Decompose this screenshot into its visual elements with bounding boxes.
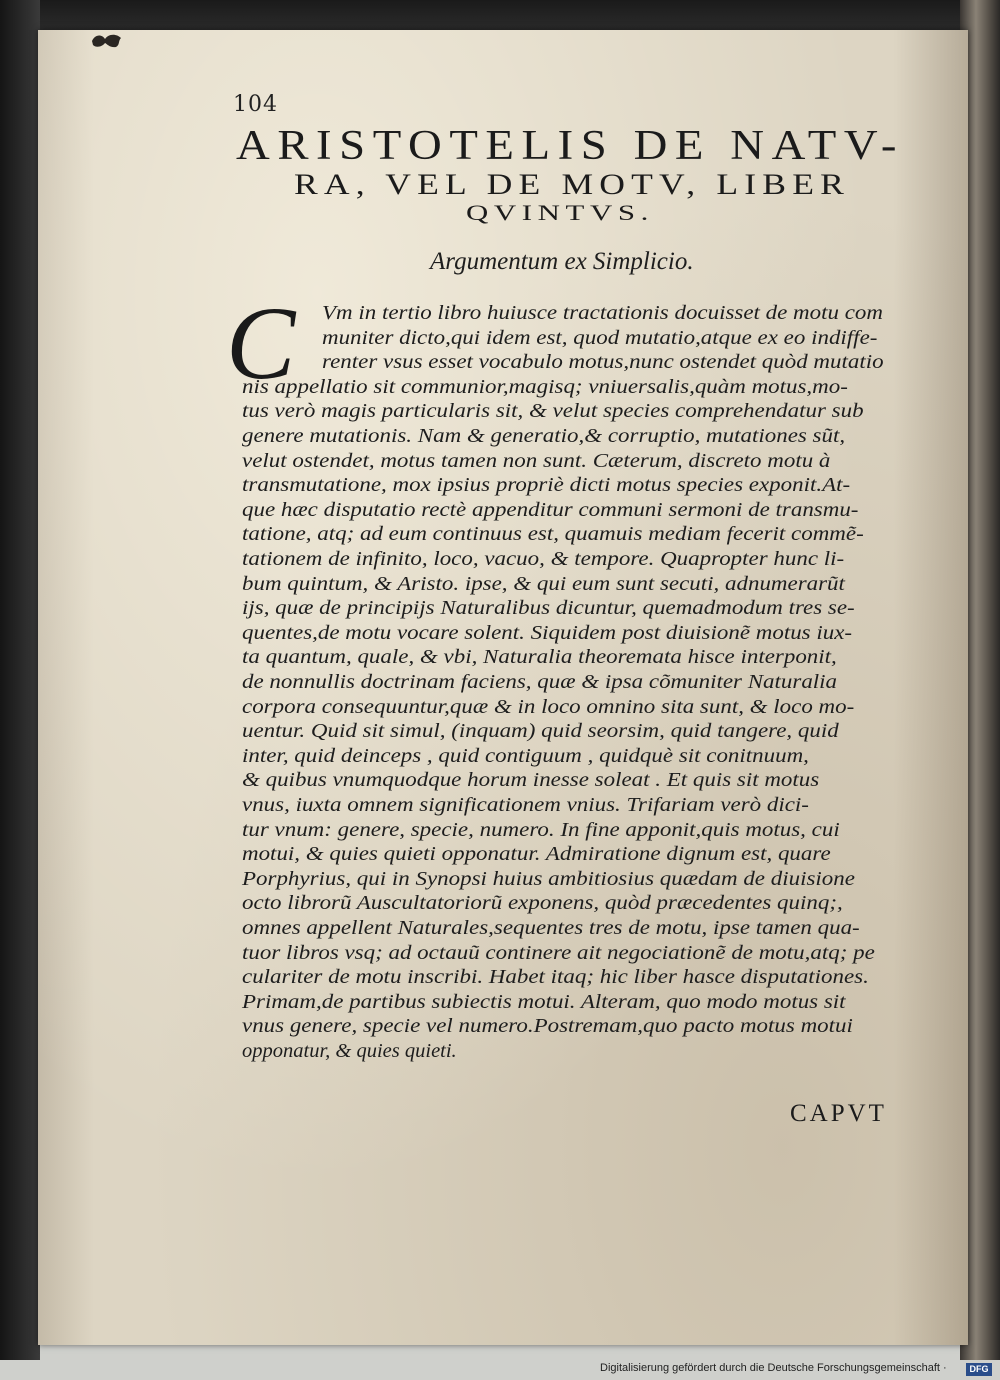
body-line: culariter de motu inscribi. Habet itaq; hic liber hasce disputationes. bbox=[242, 966, 869, 989]
ink-blot-ornament-icon bbox=[90, 32, 124, 50]
body-line: Porphyrius, qui in Synopsi huius ambitiosius quædam de diuisione bbox=[242, 867, 855, 890]
body-line: ijs, quæ de principijs Naturalibus dicuntur, quemadmodum tres se- bbox=[242, 597, 855, 620]
body-line: transmutatione, mox ipsius propriè dicti motus species exponit.At- bbox=[242, 474, 851, 497]
title-line-2: RA, VEL DE MOTV, LIBER bbox=[294, 168, 850, 201]
body-line: motui, & quies quieti opponatur. Admiratione dignum est, quare bbox=[242, 843, 831, 866]
body-line: que hæc disputatio rectè appenditur communi sermoni de transmu- bbox=[242, 498, 859, 521]
section-subtitle: Argumentum ex Simplicio. bbox=[430, 248, 694, 275]
body-line: muniter dicto,qui idem est, quod mutatio,atque ex eo indiffe- bbox=[322, 326, 878, 349]
body-line: opponatur, & quies quieti. bbox=[242, 1040, 457, 1062]
body-line: tuor libros vsq; ad octauũ continere ait negociationẽ de motu,atq; pe bbox=[242, 941, 875, 964]
body-line: quentes,de motu vocare solent. Siquidem post diuisionẽ motus iux- bbox=[242, 621, 853, 644]
body-line: nis appellatio sit communior,magisq; vniuersalis,quàm motus,mo- bbox=[242, 375, 848, 398]
page-number: 104 bbox=[233, 92, 278, 117]
body-line: uentur. Quid sit simul, (inquam) quid seorsim, quid tangere, quid bbox=[242, 720, 839, 743]
body-line: bum quintum, & Aristo. ipse, & qui eum sunt secuti, adnumerarũt bbox=[242, 572, 845, 595]
body-line: Vm in tertio libro huiusce tractationis docuisset de motu com bbox=[322, 302, 883, 324]
body-line: tationem de infinito, loco, vacuo, & tempore. Quapropter hunc li- bbox=[242, 548, 845, 570]
body-line: renter vsus esset vocabulo motus,nunc ostendet quòd mutatio bbox=[322, 351, 884, 374]
body-line: & quibus vnumquodque horum inesse soleat . Et quis sit motus bbox=[242, 769, 820, 792]
drop-capital: C bbox=[226, 286, 296, 401]
body-line: de nonnullis doctrinam faciens, quæ & ipsa cõmuniter Naturalia bbox=[242, 671, 838, 693]
body-line: tus verò magis particularis sit, & velut species comprehendatur sub bbox=[242, 400, 864, 423]
body-line: tatione, atq; ad eum continuus est, quamuis mediam fecerit commẽ- bbox=[242, 523, 864, 546]
body-line: octo librorũ Auscultatoriorũ exponens, quòd præcedentes quinq;, bbox=[242, 892, 843, 915]
body-line: genere mutationis. Nam & generatio,& corruptio, mutationes sũt, bbox=[242, 425, 846, 447]
body-line: tur vnum: genere, specie, numero. In fine apponit,quis motus, cui bbox=[242, 818, 840, 841]
body-line: Primam,de partibus subiectis motui. Alteram, quo modo motus sit bbox=[242, 990, 846, 1013]
title-line-3: QVINTVS. bbox=[466, 200, 654, 225]
catchword: CAPVT bbox=[790, 1100, 887, 1127]
body-line: corpora consequuntur,quæ & in loco omnino sita sunt, & loco mo- bbox=[242, 695, 855, 718]
digitization-credit: Digitalisierung gefördert durch die Deutsche Forschungsgemeinschaft · bbox=[600, 1362, 947, 1374]
body-line: vnus genere, specie vel numero.Postremam,quo pacto motus motui bbox=[242, 1015, 853, 1038]
body-line: omnes appellent Naturales,sequentes tres de motu, ipse tamen qua- bbox=[242, 917, 860, 939]
scanner-edge-left bbox=[0, 0, 40, 1360]
body-line: ta quantum, quale, & vbi, Naturalia theoremata hisce interponit, bbox=[242, 646, 837, 669]
body-line: vnus, iuxta omnem significationem vnius. Trifariam verò dici- bbox=[242, 794, 809, 816]
body-line: velut ostendet, motus tamen non sunt. Cæterum, discreto motu à bbox=[242, 449, 831, 472]
dfg-logo: DFG bbox=[966, 1363, 992, 1376]
body-line: inter, quid deinceps , quid contiguum , quidquè sit conitnuum, bbox=[242, 744, 809, 767]
scanner-edge-top bbox=[0, 0, 1000, 30]
title-line-1: ARISTOTELIS DE NATV- bbox=[236, 123, 904, 169]
